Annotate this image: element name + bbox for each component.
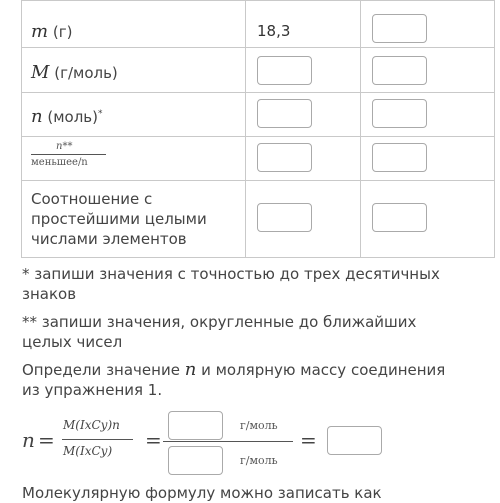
row-label-moles xyxy=(31,106,103,127)
formula-denominator: M(IxCy) xyxy=(63,444,113,458)
formula-numerator: M(IxCy)n xyxy=(63,418,120,432)
molar-mass-numerator-input[interactable] xyxy=(168,411,223,440)
ratio-label-line: Соотношение с xyxy=(31,190,153,208)
molar-mass-input-col1[interactable] xyxy=(257,56,312,85)
ratio-label-line: числами элементов xyxy=(31,230,187,248)
unit-label: (г/моль) xyxy=(54,64,118,82)
n-result-input[interactable] xyxy=(327,426,382,455)
formula-lhs: n xyxy=(22,428,35,452)
table-border-top xyxy=(21,0,495,1)
unit-bottom: г/моль xyxy=(240,454,278,467)
footnote-2-line: ** запиши значения, округленные до ближайших xyxy=(22,313,417,331)
col-divider xyxy=(245,0,246,258)
unit-label: (г) xyxy=(52,23,73,41)
equals-sign: = xyxy=(145,428,162,452)
task-line xyxy=(22,360,482,380)
footnote-marker: * xyxy=(98,109,103,119)
col-divider xyxy=(360,0,361,258)
unit-top: г/моль xyxy=(240,419,278,432)
symbol-n: n xyxy=(31,106,43,127)
formula-fraction-bar xyxy=(163,441,293,442)
equals-sign: = xyxy=(38,428,55,452)
mass-input-col2[interactable] xyxy=(372,14,427,43)
row-divider xyxy=(21,47,495,48)
molar-mass-input-col2[interactable] xyxy=(372,56,427,85)
moles-input-col2[interactable] xyxy=(372,99,427,128)
footnote-1-line: * запиши значения с точностью до трех десятичных xyxy=(22,265,440,283)
task-text: и молярную массу соединения xyxy=(201,361,446,379)
ratio-label-line: простейшими целыми xyxy=(31,210,207,228)
formula-fraction-bar xyxy=(62,439,133,440)
table-border-bottom xyxy=(21,257,495,258)
row-label-ratio xyxy=(31,189,207,249)
col-divider xyxy=(21,0,22,258)
row-divider xyxy=(21,136,495,137)
footnote-1-line: знаков xyxy=(22,285,77,303)
col-divider xyxy=(494,0,495,258)
ratio-input-col1[interactable] xyxy=(257,143,312,172)
task-line: из упражнения 1. xyxy=(22,381,163,399)
symbol-m: m xyxy=(31,21,49,42)
fraction-denominator: меньшее/n xyxy=(31,157,88,168)
row-label-molar-mass xyxy=(31,62,118,83)
mass-value: 18,3 xyxy=(257,22,291,40)
footnote-2 xyxy=(22,312,482,352)
row-label-mass xyxy=(31,21,72,42)
ratio-input-col2[interactable] xyxy=(372,143,427,172)
molar-mass-denominator-input[interactable] xyxy=(168,446,223,475)
footnote-2-line: целых чисел xyxy=(22,333,123,351)
row-divider xyxy=(21,180,495,181)
equals-sign: = xyxy=(300,428,317,452)
fraction-bar xyxy=(31,154,106,155)
footer-text: Молекулярную формулу можно записать как xyxy=(22,484,382,502)
task-variable-n: n xyxy=(184,359,197,380)
integer-ratio-input-col2[interactable] xyxy=(372,203,427,232)
task-text: Определи значение xyxy=(22,361,180,379)
unit-label: (моль) xyxy=(47,108,98,126)
row-divider xyxy=(21,92,495,93)
integer-ratio-input-col1[interactable] xyxy=(257,203,312,232)
fraction-numerator: n** xyxy=(56,141,73,152)
footnote-1 xyxy=(22,264,482,304)
moles-input-col1[interactable] xyxy=(257,99,312,128)
symbol-M: M xyxy=(31,62,50,83)
task-instruction xyxy=(22,360,482,400)
